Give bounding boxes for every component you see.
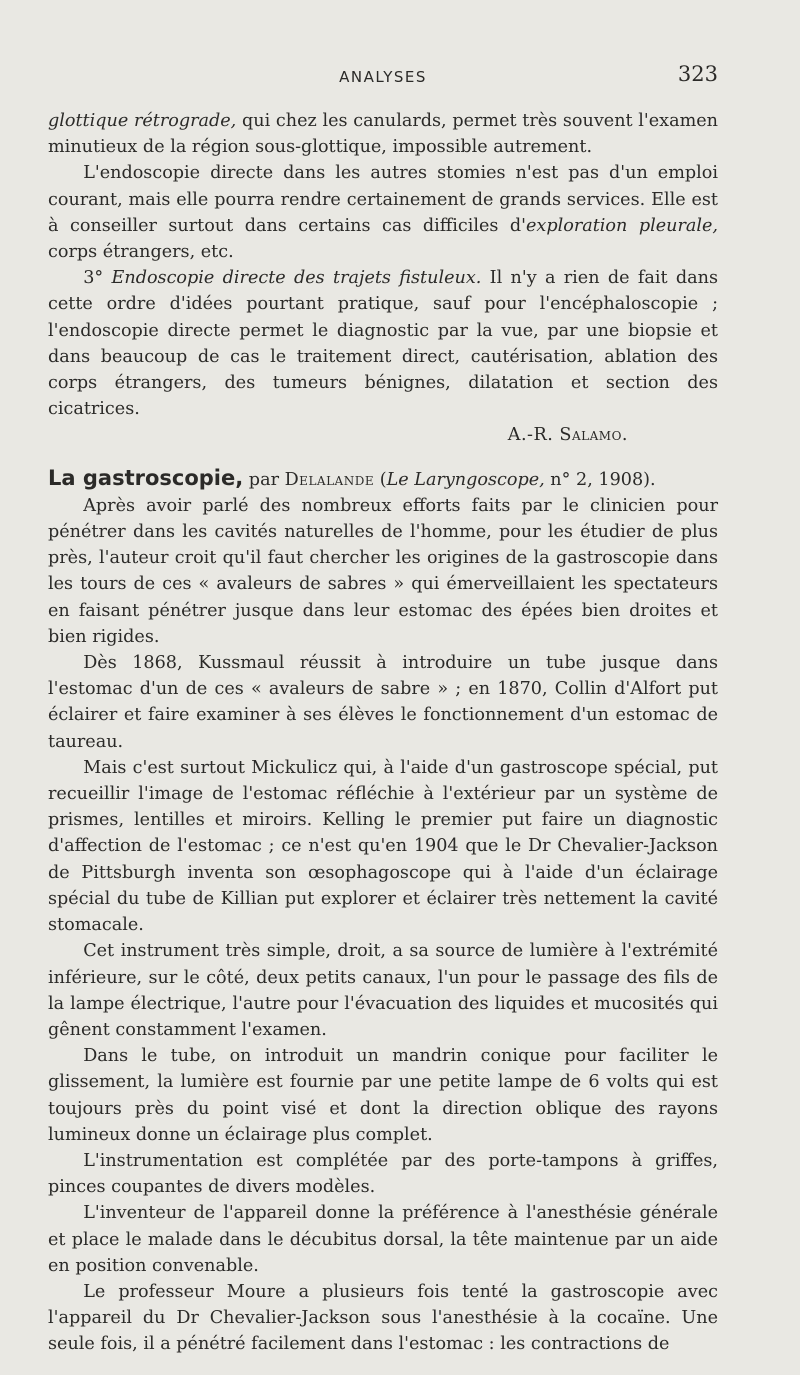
page-number: 323 — [677, 62, 718, 86]
article-body — [48, 108, 718, 1358]
journal-name: Le Laryngoscope, — [386, 469, 545, 490]
paragraph: L'instrumentation est complétée par des porte-tampons à griffes, pinces coupantes de divers modèles. — [48, 1150, 718, 1198]
paragraph-text: L'endoscopie directe dans les autres stomies n'est pas d'un emploi courant, mais elle pourra rendre certainement de grands services. Elle est à conseiller surtout dans certains cas difficiles d' — [48, 163, 718, 236]
paragraph: Après avoir parlé des nombreux efforts faits par le clinicien pour pénétrer dans les cavités naturelles de l'homme, pour les étudier de plus près, l'auteur croit qu'il faut chercher les origines de la gastroscopie dans les tours de ces « avaleurs de sabres » qui émerveillaient les spectateurs en faisant pénétrer jusque dans leur estomac des épées bien droites et bien rigides. — [48, 495, 718, 647]
paragraph-text: corps étrangers, etc. — [48, 242, 234, 263]
by-word: par — [243, 469, 285, 490]
italic-heading: Endoscopie directe des trajets fistuleux. — [111, 268, 482, 289]
paragraph: Cet instrument très simple, droit, a sa source de lumière à l'extrémité inférieure, sur le côté, deux petits canaux, l'un pour le passage des fils de la lampe électrique, l'autre pour l'évacuation des liquides et mucosités qui gênent constamment l'examen. — [48, 941, 718, 1040]
review-heading — [48, 465, 718, 493]
paragraph-text: Il n'y a rien de fait dans cette ordre d'idées pourtant pratique, sauf pour l'encéphaloscopie ; l'endoscopie directe permet le diagnostic par la vue, par une biopsie et dans beaucoup de cas le traitement direct, cautérisation, ablation des corps étrangers, des tumeurs bénignes, dilatation et section des cicatrices. — [48, 268, 718, 420]
review-author: Delalande — [284, 469, 375, 490]
italic-term: exploration pleurale, — [526, 215, 718, 236]
paragraph-stomies — [48, 160, 718, 265]
list-number: 3° — [83, 268, 104, 289]
paragraph: L'inventeur de l'appareil donne la préférence à l'anesthésie générale et place le malade dans le décubitus dorsal, la tête maintenue par un aide en position convenable. — [48, 1203, 718, 1276]
review-title: La gastroscopie, — [48, 465, 244, 490]
paragraph-fistuleux — [48, 265, 718, 422]
paragraph: Dès 1868, Kussmaul réussit à introduire un tube jusque dans l'estomac d'un de ces « avaleurs de sabre » ; en 1870, Collin d'Alfort put éclairer et faire examiner à ses élèves le fonctionnement d'un estomac de taureau. — [48, 653, 718, 752]
paragraph: Mais c'est surtout Mickulicz qui, à l'aide d'un gastroscope spécial, put recueillir l'image de l'estomac réfléchie à l'extérieur par un système de prismes, lentilles et miroirs. Kelling le premier put faire un diagnostic d'affection de l'estomac ; ce n'est qu'en 1904 que le Dr Chevalier-Jackson de Pittsburgh inventa son œsophagoscope qui à l'aide d'un éclairage spécial du tube de Killian put explorer et éclairer très nettement la cavité stomacale. — [48, 757, 718, 936]
author-signature: A.-R. Salamo. — [507, 425, 628, 446]
running-title: ANALYSES — [339, 68, 427, 86]
paragraph-text: qui chez les canulards, permet très souvent l'examen minutieux de la région sous-glottique, impossible autrement. — [48, 111, 718, 158]
paragraph: Le professeur Moure a plusieurs fois tenté la gastroscopie avec l'appareil du Dr Chevalier-Jackson sous l'anesthésie à la cocaïne. Une seule fois, il a pénétré facilement dans l'estomac : les contractions de — [48, 1281, 718, 1355]
page-header — [48, 62, 718, 90]
paragraph-continuation — [48, 108, 718, 160]
italic-term: glottique rétrograde, — [48, 111, 237, 131]
source-open: ( — [374, 469, 387, 490]
source-details: n° 2, 1908). — [544, 469, 656, 490]
paragraph: Dans le tube, on introduit un mandrin conique pour faciliter le glissement, la lumière est fournie par une petite lampe de 6 volts qui est toujours près du point visé et dont la direction oblique des rayons lumineux donne un éclairage plus complet. — [48, 1046, 718, 1145]
